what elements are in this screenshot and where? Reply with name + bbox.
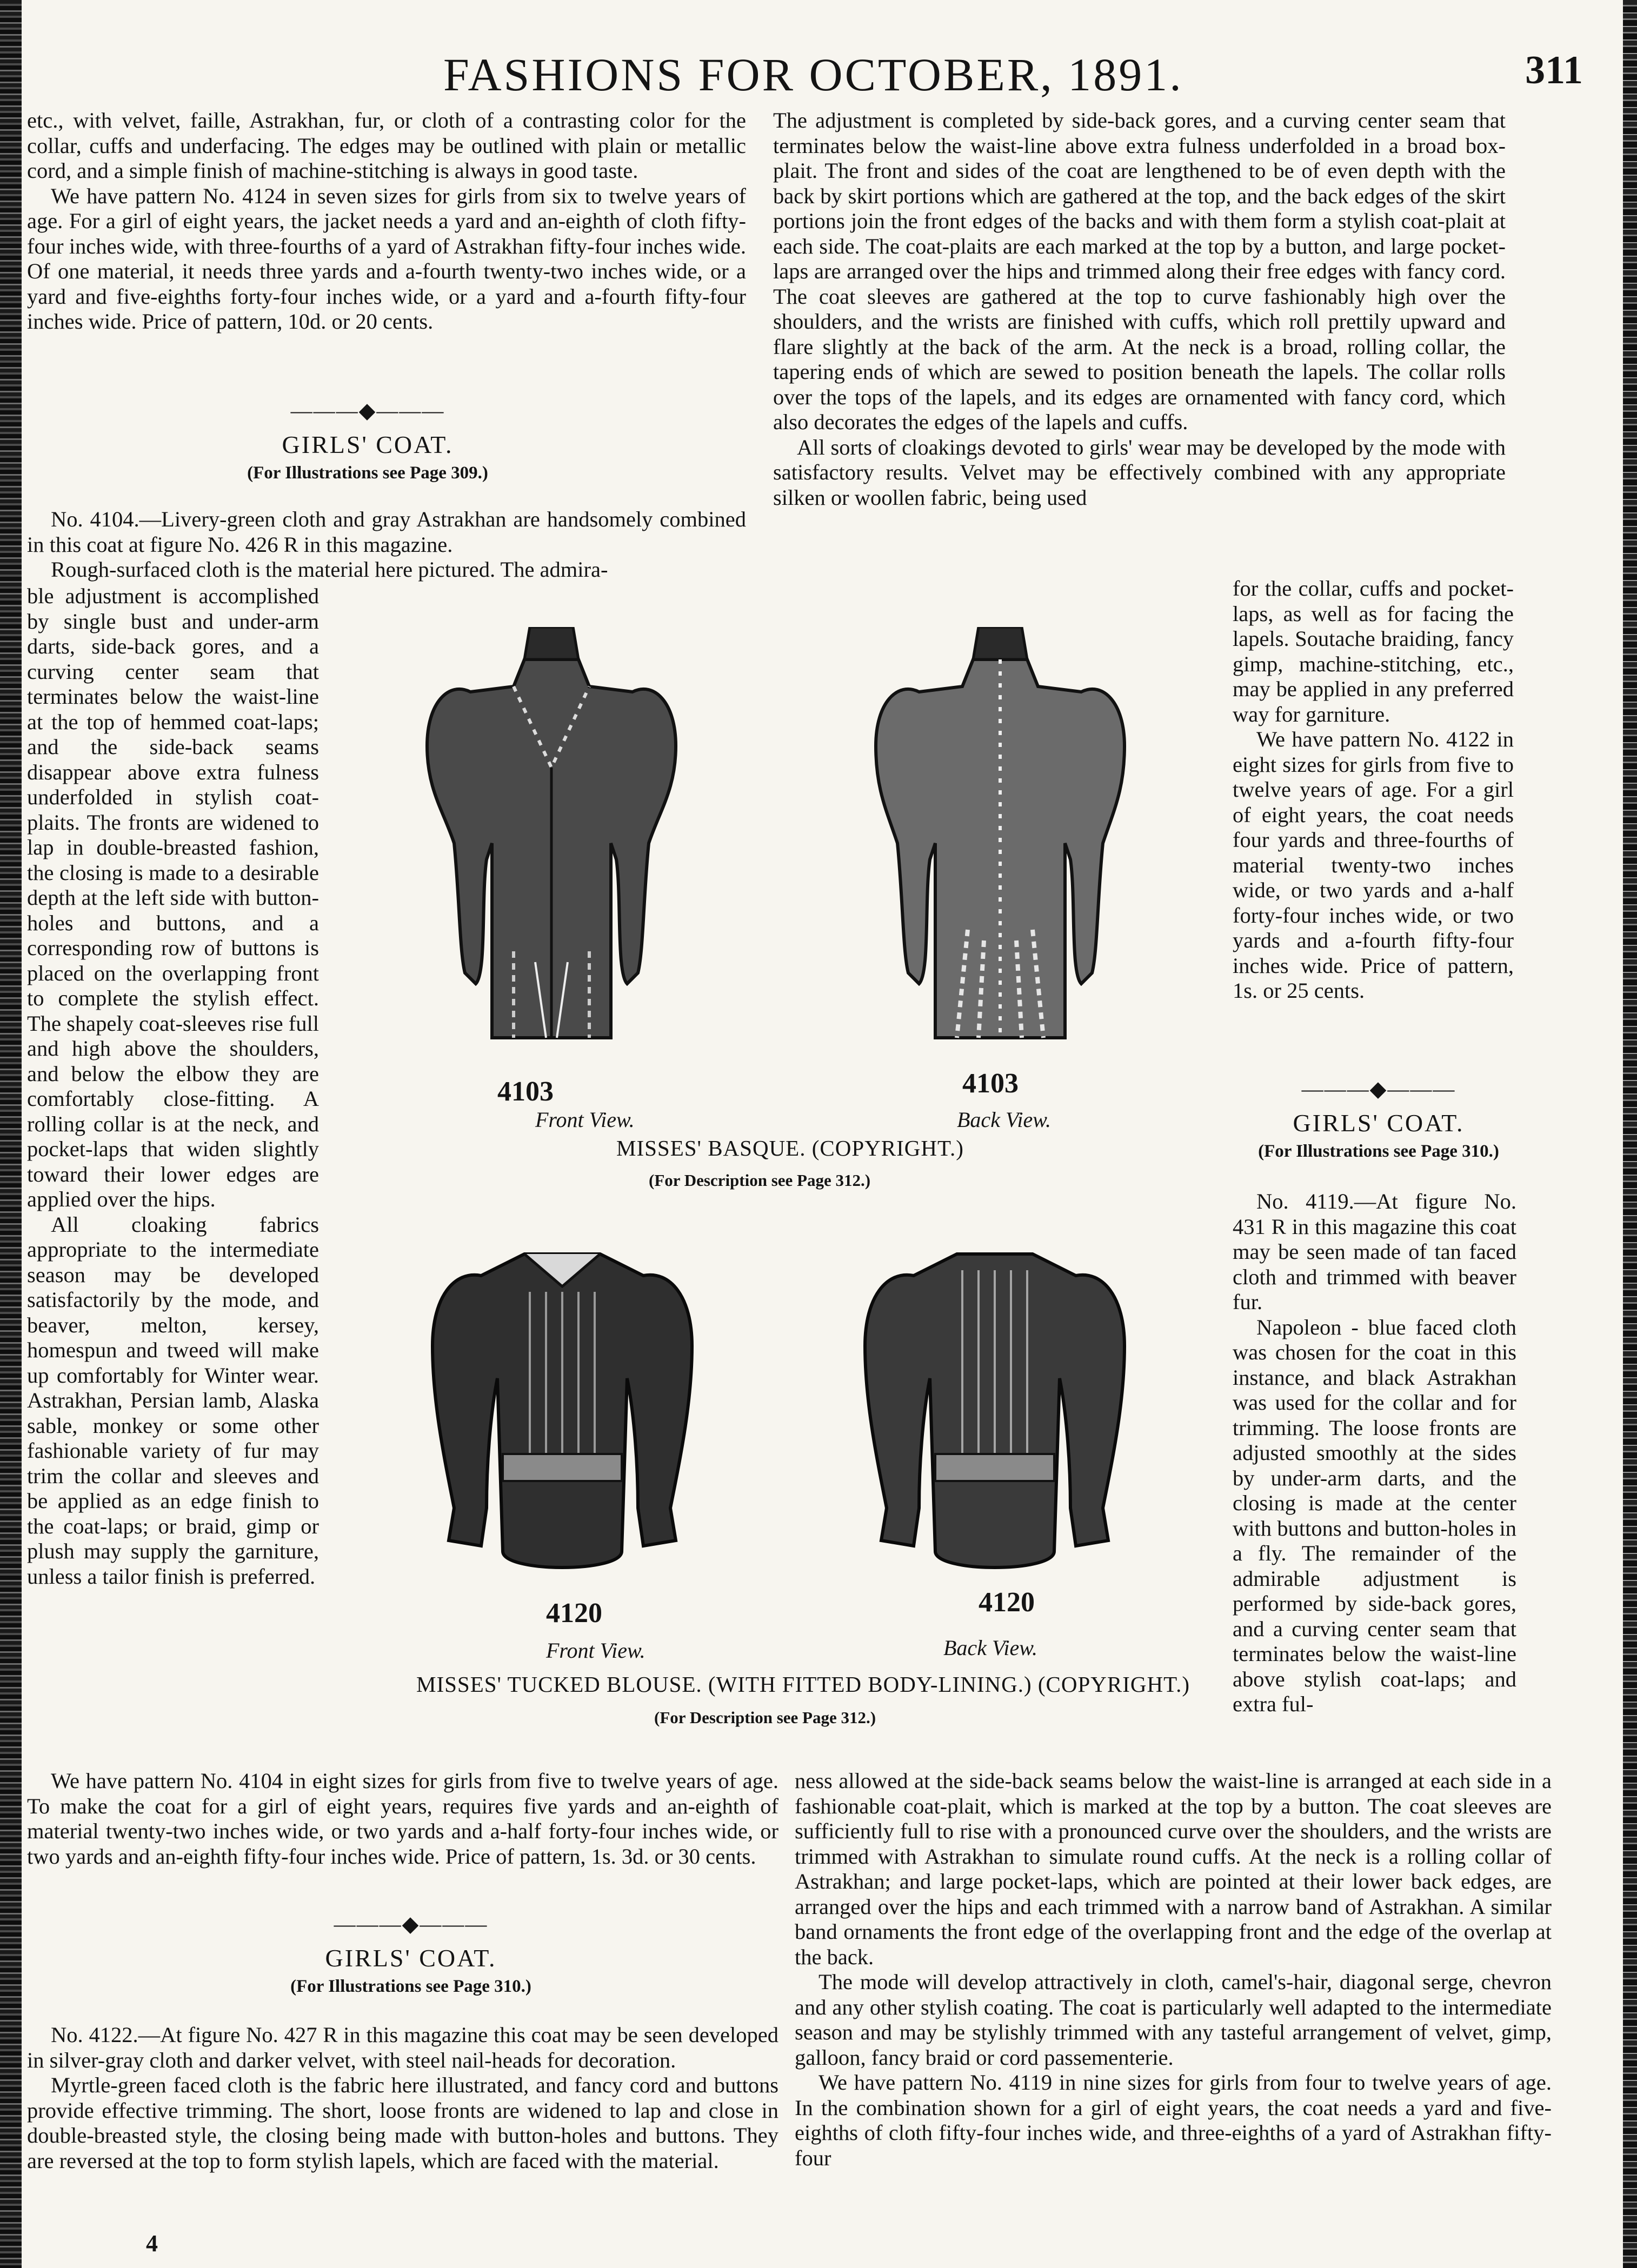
section-4119-heading <box>1233 1078 1525 1162</box>
paragraph: The adjustment is completed by side-back gores, and a curving center seam that terminates below the waist-line above extra fulness underfolded in a broad box-plait. The front and sides of the coat are lengthened to be of even depth with the back by skirt portions which are gathered at the top, and the back edges of the skirt portions join the front edges of the backs and with them form a stylish coat-plait at each side. The coat-plaits are each marked at the top by a button, and large pocket-laps are arranged over the hips and trimmed along their free edges with fancy cord. The coat sleeves are gathered at the top to curve fashionably high over the shoulders, and the wrists are finished with cuffs, which roll prettily upward and flare slightly at the back of the arm. At the neck is a broad, rolling collar, the tapering ends of which are sewed to position beneath the lapels. The collar rolls over the tops of the lapels, and its edges are ornamented with fancy cord, which also decorates the edges of the lapels and cuffs. <box>773 108 1506 434</box>
blouse-front-view-label: Front View. <box>546 1638 646 1663</box>
section-subtitle: (For Illustrations see Page 310.) <box>1258 1142 1499 1161</box>
section-4119-narrow-column <box>1233 1189 1516 1717</box>
basque-front-illustration <box>405 627 697 1059</box>
page-header <box>0 48 1637 107</box>
section-4104-pattern <box>27 1769 778 1869</box>
section-4104-narrow-column <box>27 584 319 1589</box>
paragraph: ble adjustment is accomplished by single bust and under-arm darts, side-back gores, and a curving center seam that terminates below the waist-line at the top of hemmed coat-laps; and the side-back seams disappear above extra fulness underfolded in stylish coat-plaits. The fronts are widened to lap in double-breasted fashion, the closing is made to a desirable depth at the left side with button-holes and buttons, and a corresponding row of buttons is placed on the overlapping front to complete the stylish effect. The shapely coat-sleeves rise full and high above the shoulders, and below the elbow they are comfortably close-fitting. A rolling collar is at the neck, and pocket-laps that widen slightly toward their lower edges are applied over the hips. <box>27 584 319 1211</box>
basque-front-view-label: Front View. <box>535 1108 635 1132</box>
paragraph: The mode will develop attractively in cloth, camel's-hair, diagonal serge, chevron and any other stylish coating. The coat is particularly well adapted to the intermediate season and may be stylishly trimmed with any tasteful arrangement of velvet, gimp, galloon, fancy braid or cord passementerie. <box>795 1970 1552 2070</box>
paragraph: No. 4122.—At figure No. 427 R in this magazine this coat may be seen developed in silver-gray cloth and darker velvet, with steel nail-heads for decoration. <box>27 2023 778 2072</box>
paragraph: Myrtle-green faced cloth is the fabric here illustrated, and fancy cord and buttons provide effective trimming. The short, loose fronts are widened to lap and close in double-breasted style, the closing being made with button-holes and buttons. They are reversed at the top to form stylish lapels, which are faced with the material. <box>27 2073 778 2173</box>
page-binding-edge <box>0 0 22 2268</box>
section-title: GIRLS' COAT. <box>1293 1109 1465 1137</box>
page-right-edge <box>1623 0 1637 2268</box>
section-title: GIRLS' COAT. <box>325 1944 497 1972</box>
paragraph: etc., with velvet, faille, Astrakhan, fur, or cloth of a contrasting color for the collar, cuffs and underfacing. The edges may be outlined with plain or metallic cord, and a simple finish of machine-stitching is always in good taste. <box>27 108 746 183</box>
page-number: 311 <box>1525 48 1583 92</box>
col3-upper-text <box>1233 576 1514 1004</box>
paragraph: We have pattern No. 4122 in eight sizes for girls from five to twelve years of age. For a girl of eight years, the coat needs four yards and three-fourths of material twenty-two inches wide, or two yards and a-half forty-four inches wide, or two yards and a-fourth fifty-four inches wide. Price of pattern, 1s. or 25 cents. <box>1233 727 1514 1003</box>
basque-back-view-label: Back View. <box>957 1108 1051 1132</box>
paragraph: We have pattern No. 4124 in seven sizes for girls from six to twelve years of age. For a girl of eight years, the jacket needs a yard and an-eighth of cloth fifty-four inches wide, with three-fourths of a yard of Astrakhan fifty-four inches wide. Of one material, it needs three yards and a-fourth twenty-two inches wide, or a yard and five-eighths forty-four inches wide, or a yard and a-fourth fifty-four inches wide. Price of pattern, 10d. or 20 cents. <box>27 183 746 333</box>
blouse-back-view-label: Back View. <box>943 1636 1037 1660</box>
section-4122-text <box>27 2023 778 2173</box>
blouse-front-illustration <box>422 1227 703 1584</box>
running-title: FASHIONS FOR OCTOBER, 1891. <box>443 49 1183 101</box>
paragraph: We have pattern No. 4104 in eight sizes for girls from five to twelve years of age. To make the coat for a girl of eight years, requires five yards and an-eighth of material twenty-two inches wide, or two yards and a-half forty-four inches wide, or two yards and an-eighth fifty-four inches wide. Price of pattern, 1s. 3d. or 30 cents. <box>27 1769 778 1869</box>
paragraph: Rough-surfaced cloth is the material here pictured. The admira- <box>51 557 608 582</box>
section-4104-heading <box>216 400 519 483</box>
blouse-caption: MISSES' TUCKED BLOUSE. (WITH FITTED BODY-LINING.) (COPYRIGHT.) <box>416 1672 1190 1697</box>
basque-caption: MISSES' BASQUE. (COPYRIGHT.) <box>616 1136 964 1160</box>
blouse-description-ref: (For Description see Page 312.) <box>654 1708 876 1727</box>
blouse-front-number: 4120 <box>546 1598 602 1629</box>
blouse-back-number: 4120 <box>979 1587 1035 1618</box>
section-divider: ———◆——— <box>1301 1077 1456 1101</box>
section-4122-heading <box>259 1913 562 1997</box>
paragraph: Napoleon - blue faced cloth was chosen for the coat in this instance, and black Astrakhan was used for the collar and for trimming. The loose fronts are adjusted smoothly at the sides by under-arm darts, and the closing is made at the center with buttons and button-holes in a fly. The remainder of the admirable adjustment is performed by side-back gores, and a curving center seam that terminates below the waist-line above stylish coat-laps; and extra ful- <box>1233 1315 1516 1716</box>
section-subtitle: (For Illustrations see Page 310.) <box>290 1977 531 1996</box>
paragraph: for the collar, cuffs and pocket-laps, as well as for facing the lapels. Soutache braiding, fancy gimp, machine-stitching, etc., may be applied in any preferred way for garniture. <box>1233 576 1514 726</box>
basque-description-ref: (For Description see Page 312.) <box>649 1171 871 1190</box>
signature-mark: 4 <box>146 2230 158 2257</box>
paragraph: No. 4119.—At figure No. 431 R in this magazine this coat may be seen made of tan faced cloth and trimmed with beaver fur. <box>1233 1189 1516 1314</box>
basque-front-number: 4103 <box>497 1076 554 1107</box>
basque-back-number: 4103 <box>962 1068 1019 1099</box>
section-divider: ———◆——— <box>334 1912 488 1936</box>
section-title: GIRLS' COAT. <box>282 431 454 458</box>
paragraph: All sorts of cloakings devoted to girls' wear may be developed by the mode with satisfactory results. Velvet may be effectively combined with any appropriate silken or woollen fabric, being used <box>773 435 1506 510</box>
section-divider: ———◆——— <box>290 398 445 423</box>
paragraph: ness allowed at the side-back seams below the waist-line is arranged at each side in a fashionable coat-plait, which is marked at the top by a button. The coat sleeves are sufficiently full to rise with a pronounced curve over the shoulders, and the wrists are trimmed with Astrakhan to simulate round cuffs. At the neck is a rolling collar of Astrakhan; and large pocket-laps, which are pointed at their lower back edges, are arranged over the hips and each trimmed with a narrow band of Astrakhan. A similar band ornaments the front edge of the overlapping front and the edge of the overlap at the back. <box>795 1769 1552 1969</box>
paragraph: No. 4104.—Livery-green cloth and gray Astrakhan are handsomely combined in this coat at figure No. 426 R in this magazine. <box>27 507 746 557</box>
col1-top-text <box>27 108 746 335</box>
section-4104-intro <box>27 507 746 583</box>
basque-back-illustration <box>854 627 1146 1059</box>
blouse-back-illustration <box>854 1227 1135 1584</box>
paragraph: We have pattern No. 4119 in nine sizes for girls from four to twelve years of age. In the combination shown for a girl of eight years, the coat needs a yard and five-eighths of cloth fifty-four inches wide, and three-eighths of a yard of Astrakhan fifty-four <box>795 2070 1552 2170</box>
section-subtitle: (For Illustrations see Page 309.) <box>247 463 488 483</box>
paragraph: All cloaking fabrics appropriate to the intermediate season may be developed satisfactorily by the mode, and beaver, melton, kersey, homespun and tweed will make up comfortably for Winter wear. Astrakhan, Persian lamb, Alaska sable, monkey or some other fashionable variety of fur may trim the collar and sleeves and be applied as an edge finish to the coat-laps; or braid, gimp or plush may supply the garniture, unless a tailor finish is preferred. <box>27 1212 319 1589</box>
col2-top-text <box>773 108 1506 510</box>
section-4119-wide-text <box>795 1769 1552 2171</box>
